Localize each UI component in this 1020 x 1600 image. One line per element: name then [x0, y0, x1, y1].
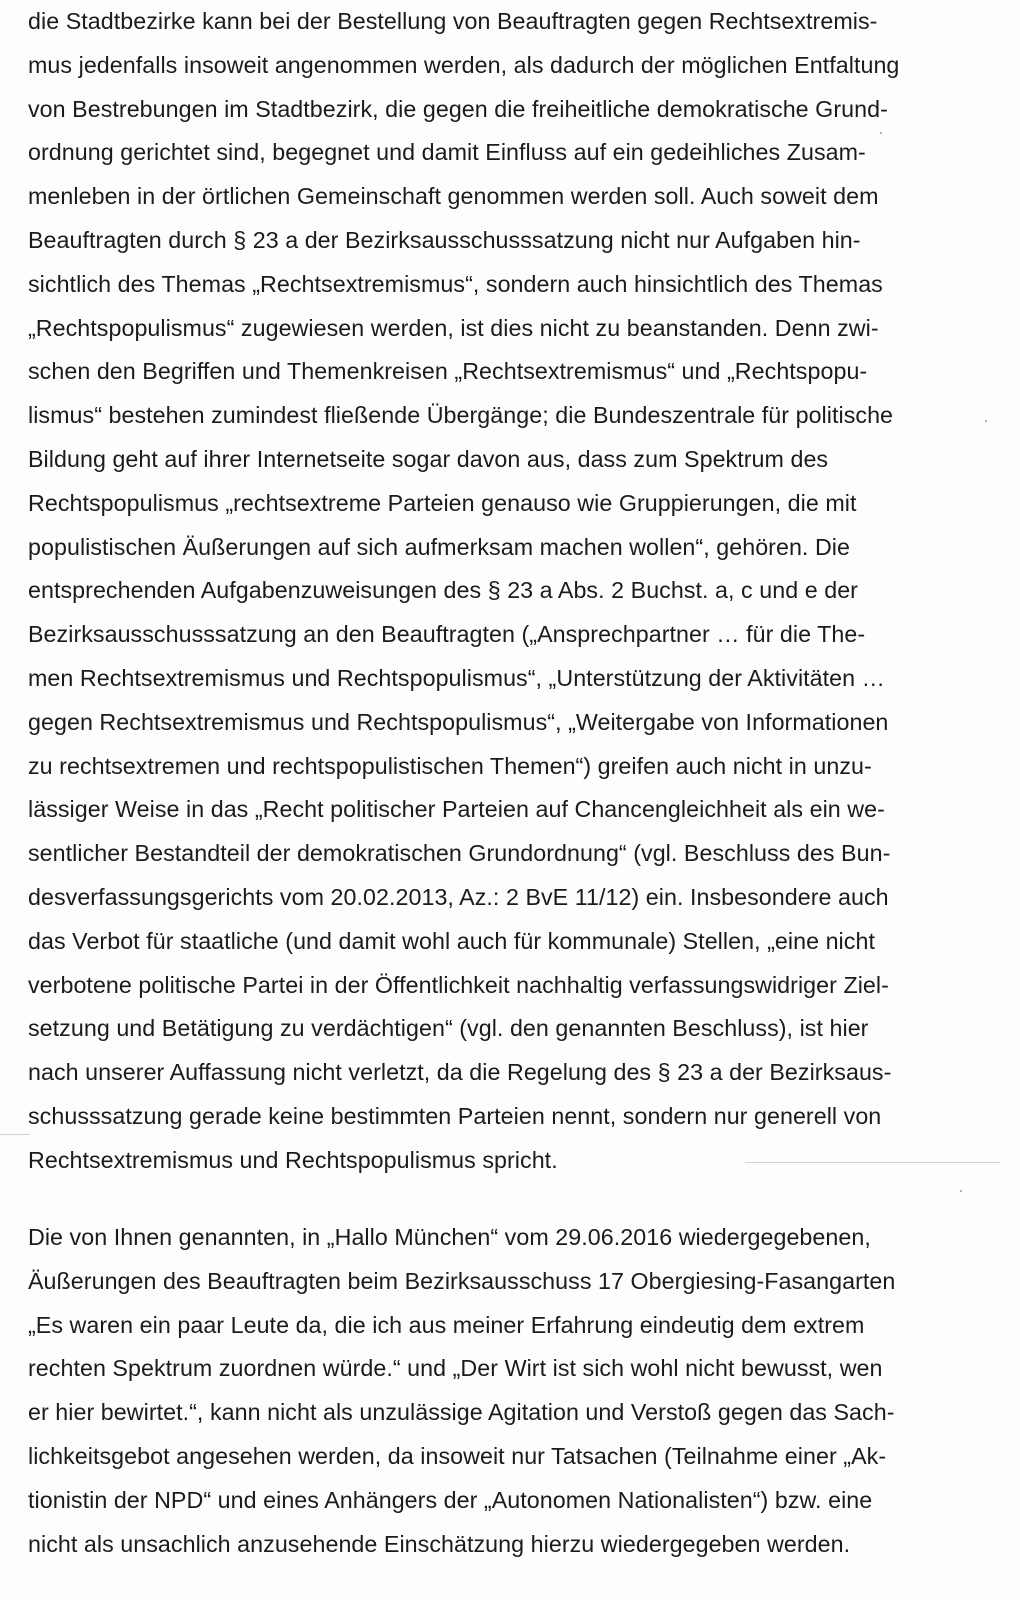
- paragraph-hallo-muenchen-statements: [28, 1216, 998, 1566]
- text-line: Rechtsextremismus und Rechtspopulismus spricht.: [28, 1146, 558, 1173]
- paragraph-legal-assessment: [28, 0, 998, 1183]
- text-line: zu rechtsextremen und rechtspopulistischen Themen“) greifen auch nicht in unzu-: [28, 752, 872, 779]
- text-line: ordnung gerichtet sind, begegnet und damit Einfluss auf ein gedeihliches Zusam-: [28, 139, 866, 166]
- text-line: Die von Ihnen genannten, in „Hallo München“ vom 29.06.2016 wiedergegebenen,: [28, 1224, 871, 1250]
- scan-artifact-line: [745, 1162, 1000, 1163]
- text-line: schusssatzung gerade keine bestimmten Parteien nennt, sondern nur generell von: [28, 1102, 882, 1129]
- text-line: Bildung geht auf ihrer Internetseite sogar davon aus, dass zum Spektrum des: [28, 445, 829, 472]
- text-line: menleben in der örtlichen Gemeinschaft genommen werden soll. Auch soweit dem: [28, 183, 879, 210]
- scan-speck: [960, 1190, 962, 1192]
- text-line: desverfassungsgerichts vom 20.02.2013, Az.: 2 BvE 11/12) ein. Insbesondere auch: [28, 883, 889, 910]
- text-line: lismus“ bestehen zumindest fließende Übergänge; die Bundeszentrale für politische: [28, 402, 894, 429]
- text-line: nach unserer Auffassung nicht verletzt, da die Regelung des § 23 a der Bezirksaus-: [28, 1059, 892, 1086]
- text-line: das Verbot für staatliche (und damit wohl auch für kommunale) Stellen, „eine nicht: [28, 927, 875, 954]
- text-line: Beauftragten durch § 23 a der Bezirksausschusssatzung nicht nur Aufgaben hin-: [28, 226, 861, 253]
- text-line: men Rechtsextremismus und Rechtspopulismus“, „Unterstützung der Aktivitäten …: [28, 664, 885, 691]
- text-line: gegen Rechtsextremismus und Rechtspopulismus“, „Weitergabe von Informationen: [28, 708, 889, 735]
- text-line: er hier bewirtet.“, kann nicht als unzulässige Agitation und Verstoß gegen das Sach-: [28, 1399, 895, 1426]
- text-line: Rechtspopulismus „rechtsextreme Parteien genauso wie Gruppierungen, die mit: [28, 489, 857, 516]
- text-line: verbotene politische Partei in der Öffentlichkeit nachhaltig verfassungswidriger Ziel-: [28, 971, 889, 998]
- text-line: lichkeitsgebot angesehen werden, da insoweit nur Tatsachen (Teilnahme einer „Ak-: [28, 1442, 887, 1469]
- text-line: schen den Begriffen und Themenkreisen „Rechtsextremismus“ und „Rechtspopu-: [28, 358, 868, 385]
- text-line: lässiger Weise in das „Recht politischer Parteien auf Chancengleichheit als ein we-: [28, 796, 885, 823]
- text-line: setzung und Betätigung zu verdächtigen“ (vgl. den genannten Beschluss), ist hier: [28, 1015, 869, 1042]
- text-line: Bezirksausschusssatzung an den Beauftragten („Ansprechpartner … für die The-: [28, 621, 866, 648]
- scan-speck: [880, 132, 882, 134]
- text-line: „Rechtspopulismus“ zugewiesen werden, ist dies nicht zu beanstanden. Denn zwi-: [28, 314, 879, 341]
- scan-artifact-line: [0, 1134, 30, 1135]
- text-line: sentlicher Bestandteil der demokratischen Grundordnung“ (vgl. Beschluss des Bun-: [28, 840, 891, 867]
- text-line: von Bestrebungen im Stadtbezirk, die gegen die freiheitliche demokratische Grund-: [28, 95, 888, 122]
- text-line: Äußerungen des Beauftragten beim Bezirksausschuss 17 Obergiesing-Fasangarten: [28, 1267, 896, 1294]
- text-line: tionistin der NPD“ und eines Anhängers der „Autonomen Nationalisten“) bzw. eine: [28, 1486, 873, 1513]
- text-line: sichtlich des Themas „Rechtsextremismus“, sondern auch hinsichtlich des Themas: [28, 270, 883, 297]
- text-line: mus jedenfalls insoweit angenommen werden, als dadurch der möglichen Entfaltung: [28, 51, 900, 78]
- text-line: die Stadtbezirke kann bei der Bestellung von Beauftragten gegen Rechtsextremis-: [28, 8, 878, 34]
- scan-speck: [985, 420, 987, 422]
- text-line: rechten Spektrum zuordnen würde.“ und „Der Wirt ist sich wohl nicht bewusst, wen: [28, 1355, 883, 1382]
- text-line: „Es waren ein paar Leute da, die ich aus meiner Erfahrung eindeutig dem extrem: [28, 1311, 865, 1338]
- text-line: nicht als unsachlich anzusehende Einschätzung hierzu wiedergegeben werden.: [28, 1530, 851, 1557]
- text-line: populistischen Äußerungen auf sich aufmerksam machen wollen“, gehören. Die: [28, 533, 851, 560]
- text-line: entsprechenden Aufgabenzuweisungen des § 23 a Abs. 2 Buchst. a, c und e der: [28, 577, 858, 604]
